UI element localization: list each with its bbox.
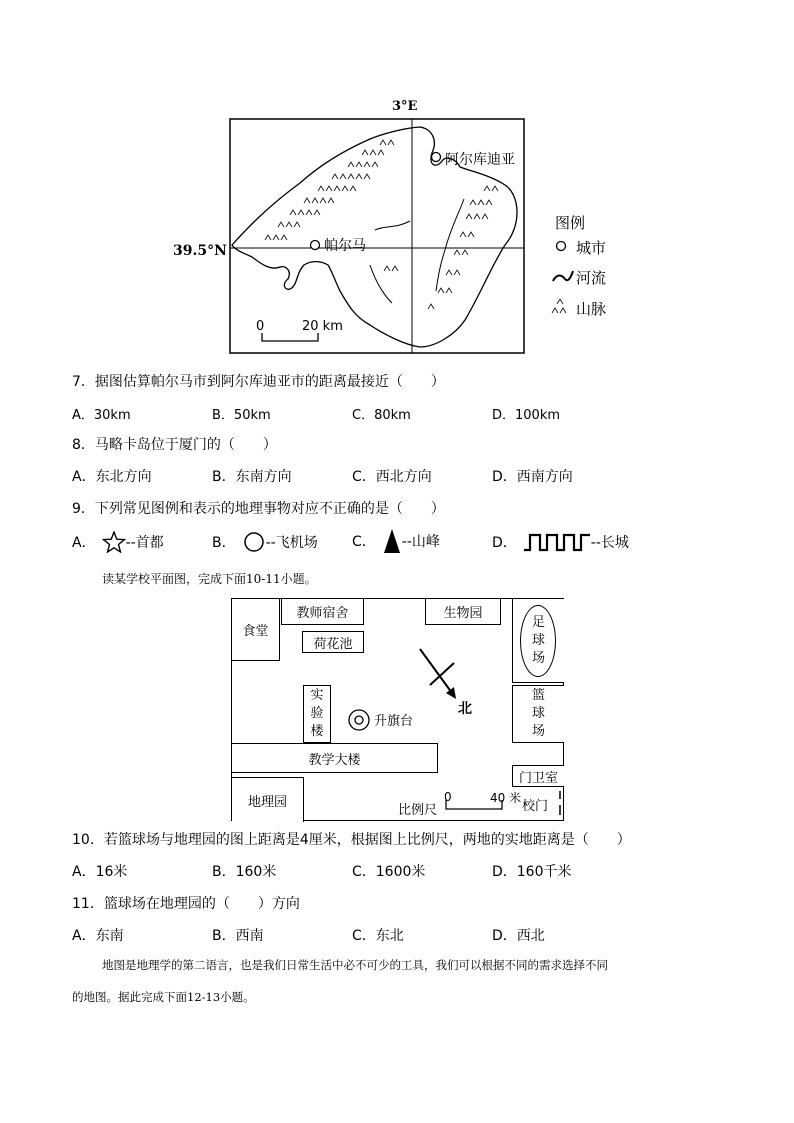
flag-platform-label: 升旗台	[374, 714, 414, 729]
city-alcudia-icon	[432, 153, 441, 162]
q10-option-d[interactable]: D．160千米	[492, 864, 572, 880]
basketball-court	[512, 685, 564, 743]
scale-zero: 0	[444, 790, 452, 804]
basketball-court-char-1: 篮	[531, 688, 545, 703]
guard-room: 门卫室	[512, 765, 564, 787]
latitude-label: 39.5°N	[173, 243, 227, 259]
q9-option-c-letter: C．	[352, 534, 376, 550]
meridian-label: 3°E	[392, 99, 418, 114]
north-label: 北	[458, 701, 472, 717]
teaching-building: 教学大楼	[232, 743, 438, 773]
intro-12-13-line-2: 的地图。据此完成下面12-13小题。	[72, 990, 255, 1004]
lotus-pond: 荷花池	[302, 631, 364, 653]
q10-option-c[interactable]: C．1600米	[352, 864, 426, 880]
basketball-court-char-3: 场	[531, 724, 545, 739]
lab-building-char-1: 实	[310, 688, 324, 703]
intro-10-11: 读某学校平面图，完成下面10-11小题。	[102, 572, 317, 586]
circle-icon	[242, 531, 266, 553]
legend-river-icon	[553, 271, 573, 281]
question-11-stem: 11．篮球场在地理园的（ ）方向	[72, 896, 300, 912]
q11-option-d[interactable]: D．西北	[492, 928, 545, 944]
legend-title: 图例	[555, 214, 586, 232]
scale-zero: 0	[256, 319, 265, 334]
q9-option-c-label: --山峰	[401, 534, 440, 550]
football-field-char-2: 球	[531, 632, 545, 648]
q7-option-c[interactable]: C．80km	[352, 408, 411, 423]
city-palma-label: 帕尔马	[324, 238, 366, 254]
question-8-stem: 8．马略卡岛位于厦门的（ ）	[72, 437, 277, 453]
q11-option-b[interactable]: B．西南	[212, 928, 264, 944]
intro-12-13-line-1: 地图是地理学的第二语言，也是我们日常生活中必不可少的工具，我们可以根据不同的需求选择不同	[102, 958, 608, 972]
question-9-stem: 9．下列常见图例和表示的地理事物对应不正确的是（ ）	[72, 501, 445, 517]
campus-map	[231, 598, 564, 821]
q9-option-a-label: --首都	[125, 535, 164, 551]
football-field	[512, 599, 564, 683]
q9-option-c[interactable]	[352, 528, 440, 554]
q8-option-b[interactable]: B．东南方向	[212, 469, 292, 485]
lab-building-char-3: 楼	[310, 724, 324, 739]
q9-option-b-label: --飞机场	[265, 535, 318, 551]
flag-platform-icon	[346, 707, 372, 733]
q11-option-a[interactable]: A．东南	[72, 928, 124, 944]
mallorca-map	[170, 95, 640, 360]
great-wall-icon	[523, 531, 591, 553]
q8-option-a[interactable]: A．东北方向	[72, 469, 152, 485]
legend-city: 城市	[576, 239, 607, 257]
legend-city-icon	[557, 242, 566, 251]
city-palma-icon	[311, 241, 320, 250]
scale-value: 40 米	[490, 791, 522, 805]
geography-garden: 地理园	[232, 777, 304, 822]
q10-option-a[interactable]: A．16米	[72, 864, 128, 880]
basketball-court-char-2: 球	[531, 706, 545, 721]
q10-option-b[interactable]: B．160米	[212, 864, 277, 880]
legend-mountain: 山脉	[576, 300, 607, 318]
biology-garden: 生物园	[425, 599, 501, 625]
lab-building-char-2: 验	[310, 706, 324, 721]
teacher-dorm: 教师宿舍	[281, 599, 364, 625]
city-alcudia-label: 阿尔库迪亚	[445, 152, 515, 168]
football-field-char-1: 足	[531, 614, 545, 630]
school-gate-label: 校门	[522, 799, 549, 814]
q7-option-d[interactable]: D．100km	[492, 408, 561, 423]
lab-building	[303, 685, 331, 743]
scale-value: 20 km	[302, 319, 343, 334]
legend-river: 河流	[576, 269, 607, 287]
star-icon	[102, 531, 126, 553]
q11-option-c[interactable]: C．东北	[352, 928, 404, 944]
q9-option-b[interactable]	[212, 531, 318, 553]
q9-option-d-label: --长城	[590, 535, 629, 551]
q7-option-b[interactable]: B．50km	[212, 408, 271, 423]
scale-label: 比例尺	[398, 803, 438, 818]
q8-option-d[interactable]: D．西南方向	[492, 469, 573, 485]
q9-option-b-letter: B．	[212, 535, 236, 551]
question-10-stem: 10．若篮球场与地理园的图上距离是4厘米，根据图上比例尺，两地的实地距离是（ ）	[72, 832, 631, 848]
legend-mountain-icon	[552, 299, 566, 313]
canteen: 食堂	[232, 599, 280, 661]
school-gate-icon	[550, 789, 564, 821]
q9-option-d-letter: D．	[492, 535, 517, 551]
question-7-stem: 7．据图估算帕尔马市到阿尔库迪亚市的距离最接近（ ）	[72, 374, 445, 390]
football-field-char-3: 场	[531, 650, 545, 666]
q7-option-a[interactable]: A．30km	[72, 408, 131, 423]
q9-option-a-letter: A．	[72, 535, 96, 551]
q9-option-d[interactable]	[492, 531, 629, 553]
triangle-icon	[382, 528, 402, 554]
q9-option-a[interactable]	[72, 531, 164, 553]
q8-option-c[interactable]: C．西北方向	[352, 469, 432, 485]
